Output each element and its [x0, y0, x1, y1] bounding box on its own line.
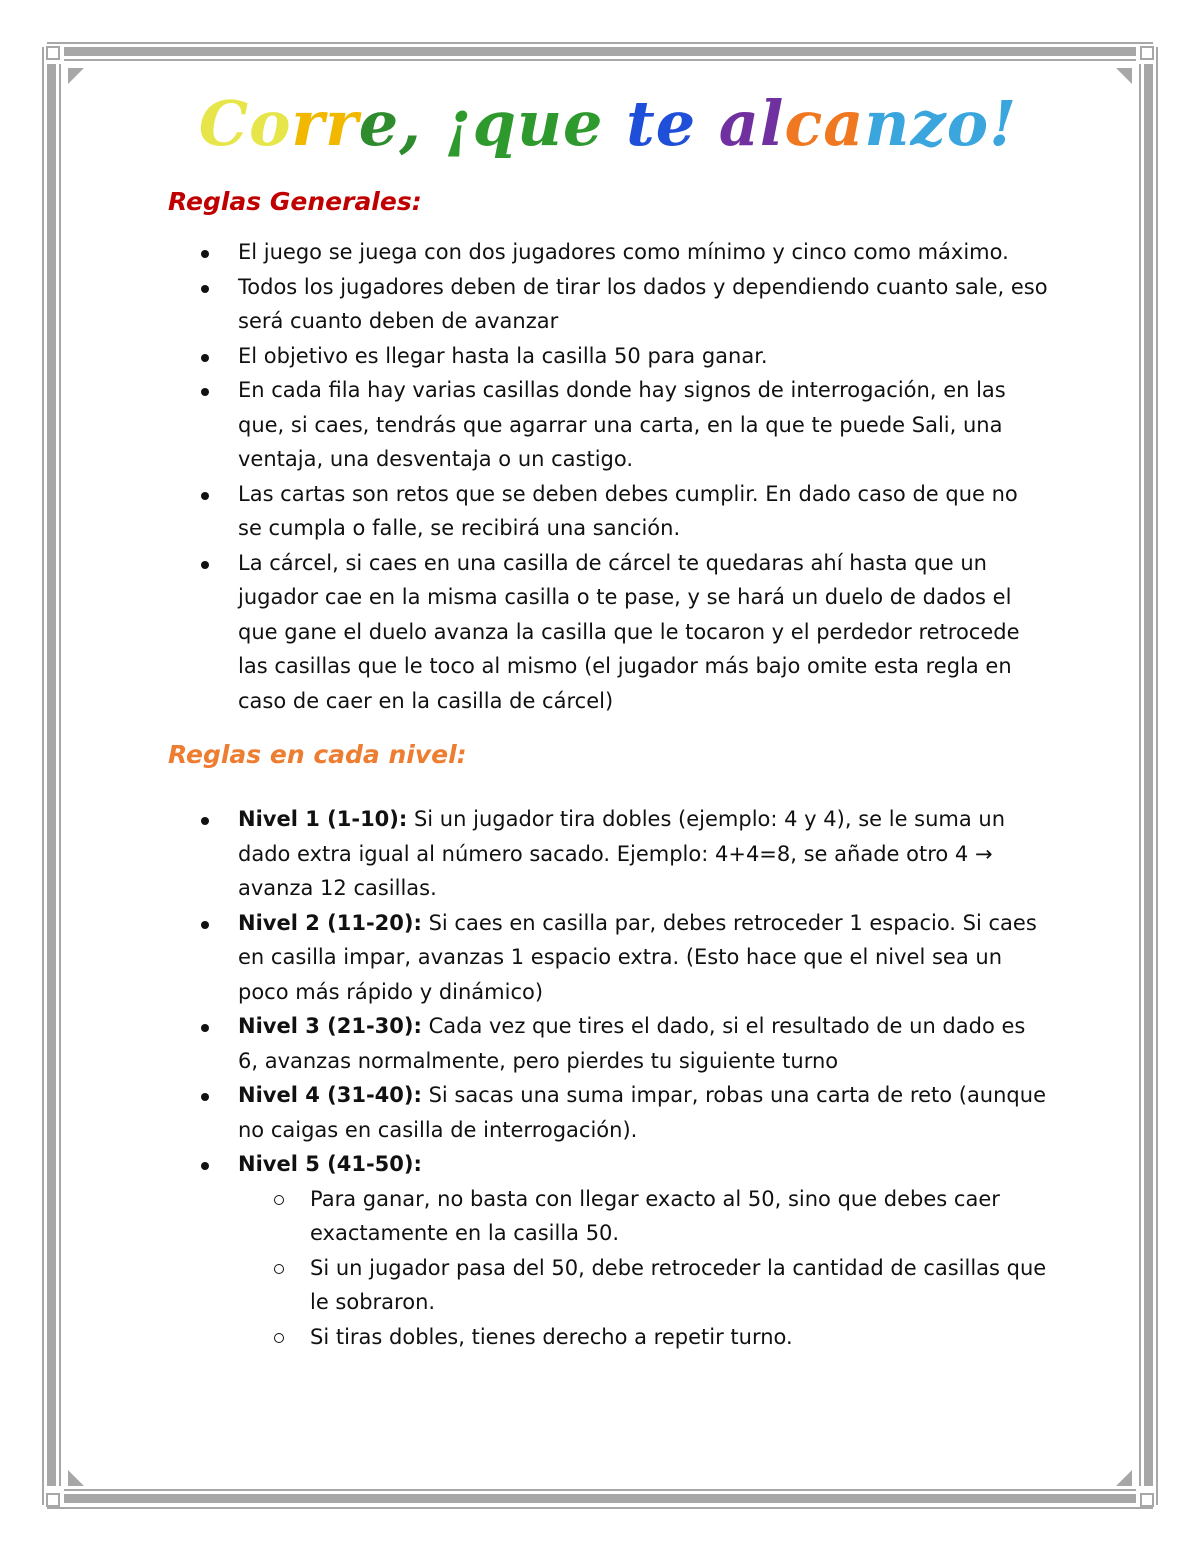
rule-text: En cada fila hay varias casillas donde hay signos de interrogación, en las que, si caes, tendrás que agarrar una carta, en la que te puede Sali, una ventaja, una desventaja o un castigo. [238, 378, 1006, 472]
page-title [168, 88, 1048, 159]
list-item [168, 1009, 1048, 1078]
frame-corner-triangle-bottom-right [1116, 1470, 1132, 1486]
subrule-text: Si tiras dobles, tienes derecho a repetir turno. [310, 1324, 793, 1349]
rule-text: El juego se juega con dos jugadores como mínimo y cinco como máximo. [238, 240, 1009, 265]
document-body [168, 88, 1048, 1354]
bullet-icon [201, 561, 209, 569]
sub-list-item [168, 1182, 1048, 1251]
bullet-icon [201, 1093, 209, 1101]
rule-text: Todos los jugadores deben de tirar los dados y dependiendo cuanto sale, eso será cuanto deben de avanzar [238, 274, 1048, 334]
bullet-icon [201, 388, 209, 396]
subrule-text: Si un jugador pasa del 50, debe retroceder la cantidad de casillas que le sobraron. [310, 1255, 1047, 1315]
bullet-icon [201, 492, 209, 500]
sub-list-item [168, 1251, 1048, 1320]
list-item [168, 235, 1048, 270]
frame-border-top [64, 47, 1136, 56]
frame-corner-triangle-top-right [1116, 68, 1132, 84]
rule-text: Las cartas son retos que se deben debes cumplir. En dado caso de que no se cumpla o falle, se recibirá una sanción. [238, 481, 1018, 541]
title-segment: rr [291, 87, 359, 160]
frame-outer-line-left [42, 47, 44, 1505]
bullet-icon [201, 250, 209, 258]
title-segment: al [718, 87, 785, 160]
general-rules-heading: Reglas Generales: [168, 187, 422, 217]
level-text: Cada vez que tires el dado, si el resultado de un dado es 6, avanzas normalmente, pero pierdes tu siguiente turno [238, 1014, 1026, 1073]
frame-outer-line-bottom [47, 1507, 1153, 1509]
list-item [168, 373, 1048, 477]
title-segment: te [626, 87, 719, 160]
list-item [168, 546, 1048, 719]
circle-bullet-icon [274, 1333, 284, 1343]
frame-corner-box-bottom-right [1140, 1493, 1154, 1507]
frame-outer-line-top [47, 42, 1153, 44]
frame-corner-triangle-top-left [68, 68, 84, 84]
frame-corner-box-bottom-left [46, 1493, 60, 1507]
title-segment: e, [358, 87, 445, 160]
level-5-sublist [238, 1182, 1048, 1355]
frame-inner-line-left [59, 64, 61, 1486]
circle-bullet-icon [274, 1264, 284, 1274]
list-item [168, 1147, 1048, 1354]
list-item [168, 339, 1048, 374]
list-item [168, 477, 1048, 546]
bullet-icon [201, 817, 209, 825]
frame-inner-line-bottom [64, 1489, 1136, 1491]
level-rules-list [168, 802, 1048, 1354]
bullet-icon [201, 354, 209, 362]
title-segment: ¡que [444, 87, 627, 160]
frame-corner-box-top-left [46, 46, 60, 60]
bullet-icon [201, 285, 209, 293]
frame-outer-line-right [1156, 47, 1158, 1505]
section-spacer [168, 718, 1048, 740]
bullet-icon [201, 1162, 209, 1170]
level-text: Si sacas una suma impar, robas una carta de reto (aunque no caigas en casilla de interrogación). [238, 1083, 1046, 1142]
frame-inner-line-top [64, 59, 1136, 61]
list-item [168, 270, 1048, 339]
level-label: Nivel 5 (41-50): [238, 1152, 422, 1177]
frame-border-left [47, 64, 56, 1486]
frame-corner-triangle-bottom-left [68, 1470, 84, 1486]
title-segment: ca [784, 87, 865, 160]
general-rules-list [168, 235, 1048, 718]
bullet-icon [201, 1024, 209, 1032]
title-segment: Co [198, 87, 292, 160]
list-item [168, 1078, 1048, 1147]
title-segment: nzo! [864, 87, 1018, 160]
section-spacer [168, 770, 1048, 784]
frame-corner-box-top-right [1140, 46, 1154, 60]
circle-bullet-icon [274, 1195, 284, 1205]
level-label: Nivel 4 (31-40): [238, 1083, 422, 1108]
level-text: Si un jugador tira dobles (ejemplo: 4 y 4), se le suma un dado extra igual al número sacado. Ejemplo: 4+4=8, se añade otro 4 → avanza 12 casillas. [238, 807, 1006, 901]
list-item [168, 906, 1048, 1010]
rule-text: El objetivo es llegar hasta la casilla 50 para ganar. [238, 343, 768, 368]
frame-border-bottom [64, 1494, 1136, 1503]
bullet-icon [201, 921, 209, 929]
subrule-text: Para ganar, no basta con llegar exacto al 50, sino que debes caer exactamente en la casilla 50. [310, 1186, 1000, 1246]
rule-text: La cárcel, si caes en una casilla de cárcel te quedaras ahí hasta que un jugador cae en la misma casilla o te pase, y se hará un duelo de dados el que gane el duelo avanza la casilla que le tocaron y el perdedor retrocede las casillas que le toco al mismo (el jugador más bajo omite esta regla en caso de caer en la casilla de cárcel) [238, 550, 1020, 713]
frame-border-right [1144, 64, 1153, 1486]
frame-inner-line-right [1139, 64, 1141, 1486]
list-item [168, 802, 1048, 906]
sub-list-item [168, 1320, 1048, 1355]
level-label: Nivel 3 (21-30): [238, 1014, 422, 1039]
level-rules-heading: Reglas en cada nivel: [168, 740, 467, 770]
level-label: Nivel 1 (1-10): [238, 807, 408, 832]
level-label: Nivel 2 (11-20): [238, 910, 422, 935]
level-text: Si caes en casilla par, debes retroceder 1 espacio. Si caes en casilla impar, avanzas 1 espacio extra. (Esto hace que el nivel sea un poco más rápido y dinámico) [238, 910, 1037, 1004]
